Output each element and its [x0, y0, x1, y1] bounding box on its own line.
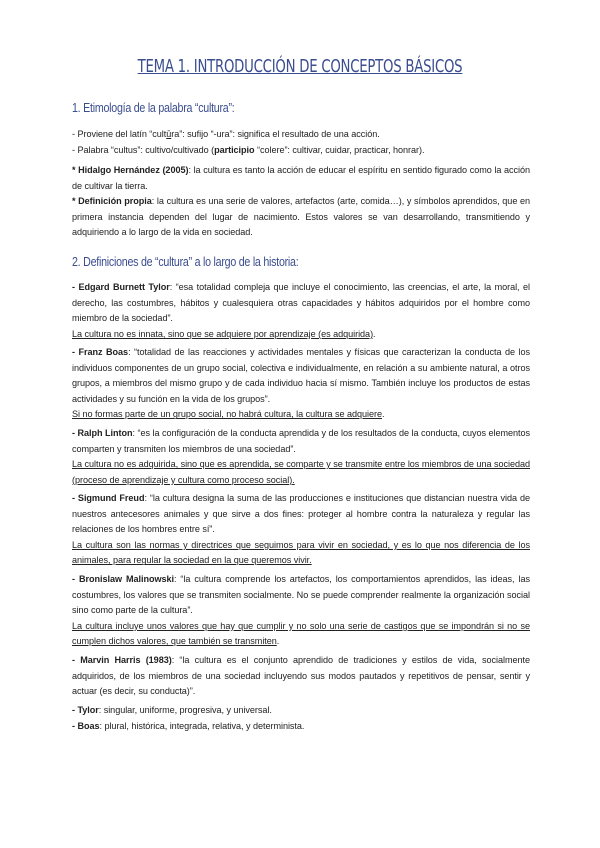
hidalgo-definition: * Hidalgo Hernández (2005): la cultura es tanto la acción de educar el espíritu en sentido figurado como la acción de cultivar la tierra. [72, 165, 530, 191]
malinowski-definition: - Bronislaw Malinowski: “la cultura comprende los artefactos, los comportamientos aprendidos, las ideas, las costumbres, los valores que se transmiten socialmente. No se puede comprender realmente la organización social sino como parte de la cultura”. La cultura incluye unos valores que hay que cumplir y no solo una serie de castigos que se impondrán si no se cumplen dichos valores, que también se transmiten. [72, 574, 530, 647]
boas-definition: - Franz Boas: “totalidad de las reacciones y actividades mentales y físicas que caracterizan la conducta de los individuos componentes de un grupo social, colectiva e individualmente, en relación a su ambiente natural, a otros grupos, a miembros del mismo grupo y de cada individuo hacia sí mismo. También incluye los productos de estas actividades y su función en la vida de los grupos”. Si no formas parte de un grupo social, no habrá cultura, la cultura se adquiere. [72, 347, 530, 420]
freud-note: La cultura son las normas y directrices que seguimos para vivir en sociedad, y es lo que nos diferencia de los animales, para regular la sociedad en la que queremos vivir. [72, 539, 530, 566]
tylor-note: La cultura no es innata, sino que se adquiere por aprendizaje (es adquirida) [72, 328, 374, 339]
boas-note: Si no formas parte de un grupo social, no habrá cultura, la cultura se adquiere [72, 409, 382, 420]
linton-definition: - Ralph Linton: “es la configuración de la conducta aprendida y de los resultados de la conducta, cuyos elementos comparten y transmiten los miembros de una sociedad”. La cultura no es adquirida, sino que es aprendida, se comparte y se transmite entre los miembros de una sociedad (proceso de aprendizaje y cultura como proceso social). [72, 428, 530, 485]
linton-note: La cultura no es adquirida, sino que es aprendida, se comparte y se transmite entre los miembros de una sociedad (proceso de aprendizaje y cultura como proceso social). [72, 459, 530, 485]
summary-boas: - Boas: plural, histórica, integrada, relativa, y determinista. [72, 720, 305, 731]
section-2-heading: 2. Definiciones de “cultura” a lo largo de la historia: [72, 254, 299, 269]
harris-definition: - Marvin Harris (1983): “la cultura es el conjunto aprendido de tradiciones y estilos de vida, socialmente adquiridos, de los miembros de una sociedad incluyendo sus modos pautados y repetitivos de pensar, sentir y actuar (es decir, su conducta)”. [72, 655, 530, 697]
summary-tylor: - Tylor: singular, uniforme, progresiva, y universal. [72, 705, 272, 715]
etymology-list [72, 127, 530, 158]
summary-list [72, 703, 530, 734]
page-title: TEMA 1. INTRODUCCIÓN DE CONCEPTOS BÁSICOS [137, 56, 463, 77]
freud-definition: - Sigmund Freud: “la cultura designa la suma de las producciones e instituciones que distancian nuestra vida de nuestros antecesores animales y que sirve a dos fines: proteger al hombre contra la naturaleza y regular las relaciones de los hombres entre sí”. La cultura son las normas y directrices que seguimos para vivir en sociedad, y es lo que nos diferencia de los animales, para regular la sociedad en la que queremos vivir. [72, 493, 530, 566]
etymology-line-2: - Palabra “cultus”: cultivo/cultivado (participio “colere”: cultivar, cuidar, practicar, honrar). [72, 144, 425, 155]
own-definition: * Definición propia: la cultura es una serie de valores, artefactos (arte, comida…), y símbolos aprendidos, que en primera instancia dependen del lugar de nacimiento. Estos valores se van desarrollando, transmitiendo y adquiriendo a lo largo de la vida en sociedad. [72, 196, 531, 238]
etymology-line-1: - Proviene del latín “cultūra”: sufijo “-ura”: significa el resultado de una acción. [72, 129, 380, 139]
malinowski-note: La cultura incluye unos valores que hay que cumplir y no solo una serie de castigos que se impondrán si no se cumplen dichos valores, que también se transmiten [72, 620, 530, 647]
tylor-definition: - Edgard Burnett Tylor: “esa totalidad compleja que incluye el conocimiento, las creencias, el arte, la moral, el derecho, las costumbres, hábitos y cualesquiera otras capacidades y hábitos adquiridos por el hombre como miembro de la sociedad”. La cultura no es innata, sino que se adquiere por aprendizaje (es adquirida). [72, 282, 530, 339]
section-1-heading: 1. Etimología de la palabra “cultura”: [72, 100, 235, 115]
